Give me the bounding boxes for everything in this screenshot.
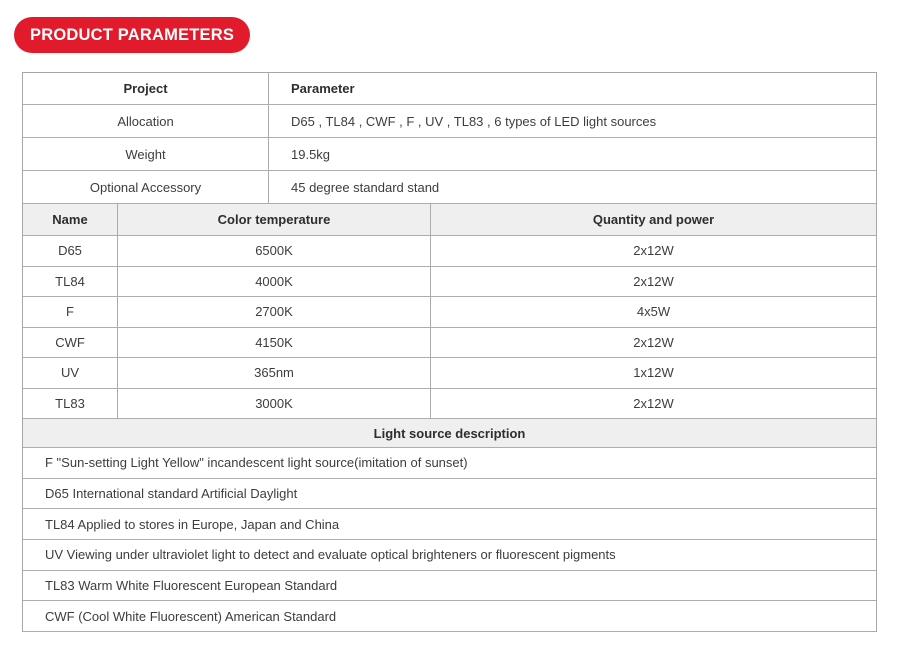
description-row-tl83: TL83 Warm White Fluorescent European Standard	[23, 571, 876, 602]
spec-table-header-row	[23, 73, 876, 105]
light-temp: 2700K	[118, 297, 431, 327]
light-name: TL83	[23, 389, 118, 419]
light-row-uv	[23, 358, 876, 389]
light-name: TL84	[23, 267, 118, 297]
light-power: 2x12W	[633, 243, 674, 259]
light-power: 2x12W	[633, 395, 674, 411]
light-temp: 4000K	[118, 267, 431, 297]
spec-value: 19.5kg	[291, 146, 331, 162]
light-row-d65	[23, 236, 876, 267]
light-header-name: Name	[23, 204, 118, 235]
spec-row-optional-accessory	[23, 171, 876, 204]
light-header-quantity-power: Quantity and power	[592, 212, 715, 227]
light-power: 2x12W	[633, 334, 674, 350]
parameters-document	[22, 72, 877, 632]
spec-label: Optional Accessory	[23, 171, 269, 203]
light-name: F	[23, 297, 118, 327]
light-temp: 3000K	[118, 389, 431, 419]
light-power: 2x12W	[633, 273, 674, 289]
description-row-uv: UV Viewing under ultraviolet light to detect and evaluate optical brighteners or fluorescent pigments	[23, 540, 876, 571]
spec-row-weight	[23, 138, 876, 171]
light-source-description-header: Light source description	[23, 419, 876, 448]
light-temp: 6500K	[118, 236, 431, 266]
light-name: D65	[23, 236, 118, 266]
spec-header-parameter: Parameter	[291, 81, 355, 96]
description-row-cwf: CWF (Cool White Fluorescent) American Standard	[23, 601, 876, 632]
light-power: 1x12W	[633, 365, 674, 381]
description-row-tl84: TL84 Applied to stores in Europe, Japan and China	[23, 509, 876, 540]
light-temp: 4150K	[118, 328, 431, 358]
spec-value: D65 , TL84 , CWF , F , UV , TL83 , 6 types of LED light sources	[291, 113, 657, 129]
description-row-d65: D65 International standard Artificial Daylight	[23, 479, 876, 510]
spec-row-allocation	[23, 105, 876, 138]
light-row-tl83	[23, 389, 876, 420]
light-table-header-row	[23, 204, 876, 236]
product-parameters-badge	[14, 17, 250, 53]
light-row-cwf	[23, 328, 876, 359]
light-name: UV	[23, 358, 118, 388]
spec-header-project: Project	[23, 73, 269, 104]
description-row-f: F "Sun-setting Light Yellow" incandescent light source(imitation of sunset)	[23, 448, 876, 479]
light-power: 4x5W	[636, 304, 671, 320]
spec-label: Allocation	[23, 105, 269, 137]
light-temp: 365nm	[118, 358, 431, 388]
badge-label: PRODUCT PARAMETERS	[30, 25, 235, 44]
light-header-color-temperature: Color temperature	[118, 204, 431, 235]
light-name: CWF	[23, 328, 118, 358]
spec-label: Weight	[23, 138, 269, 170]
light-row-tl84	[23, 267, 876, 298]
light-row-f	[23, 297, 876, 328]
spec-value: 45 degree standard stand	[291, 179, 440, 195]
